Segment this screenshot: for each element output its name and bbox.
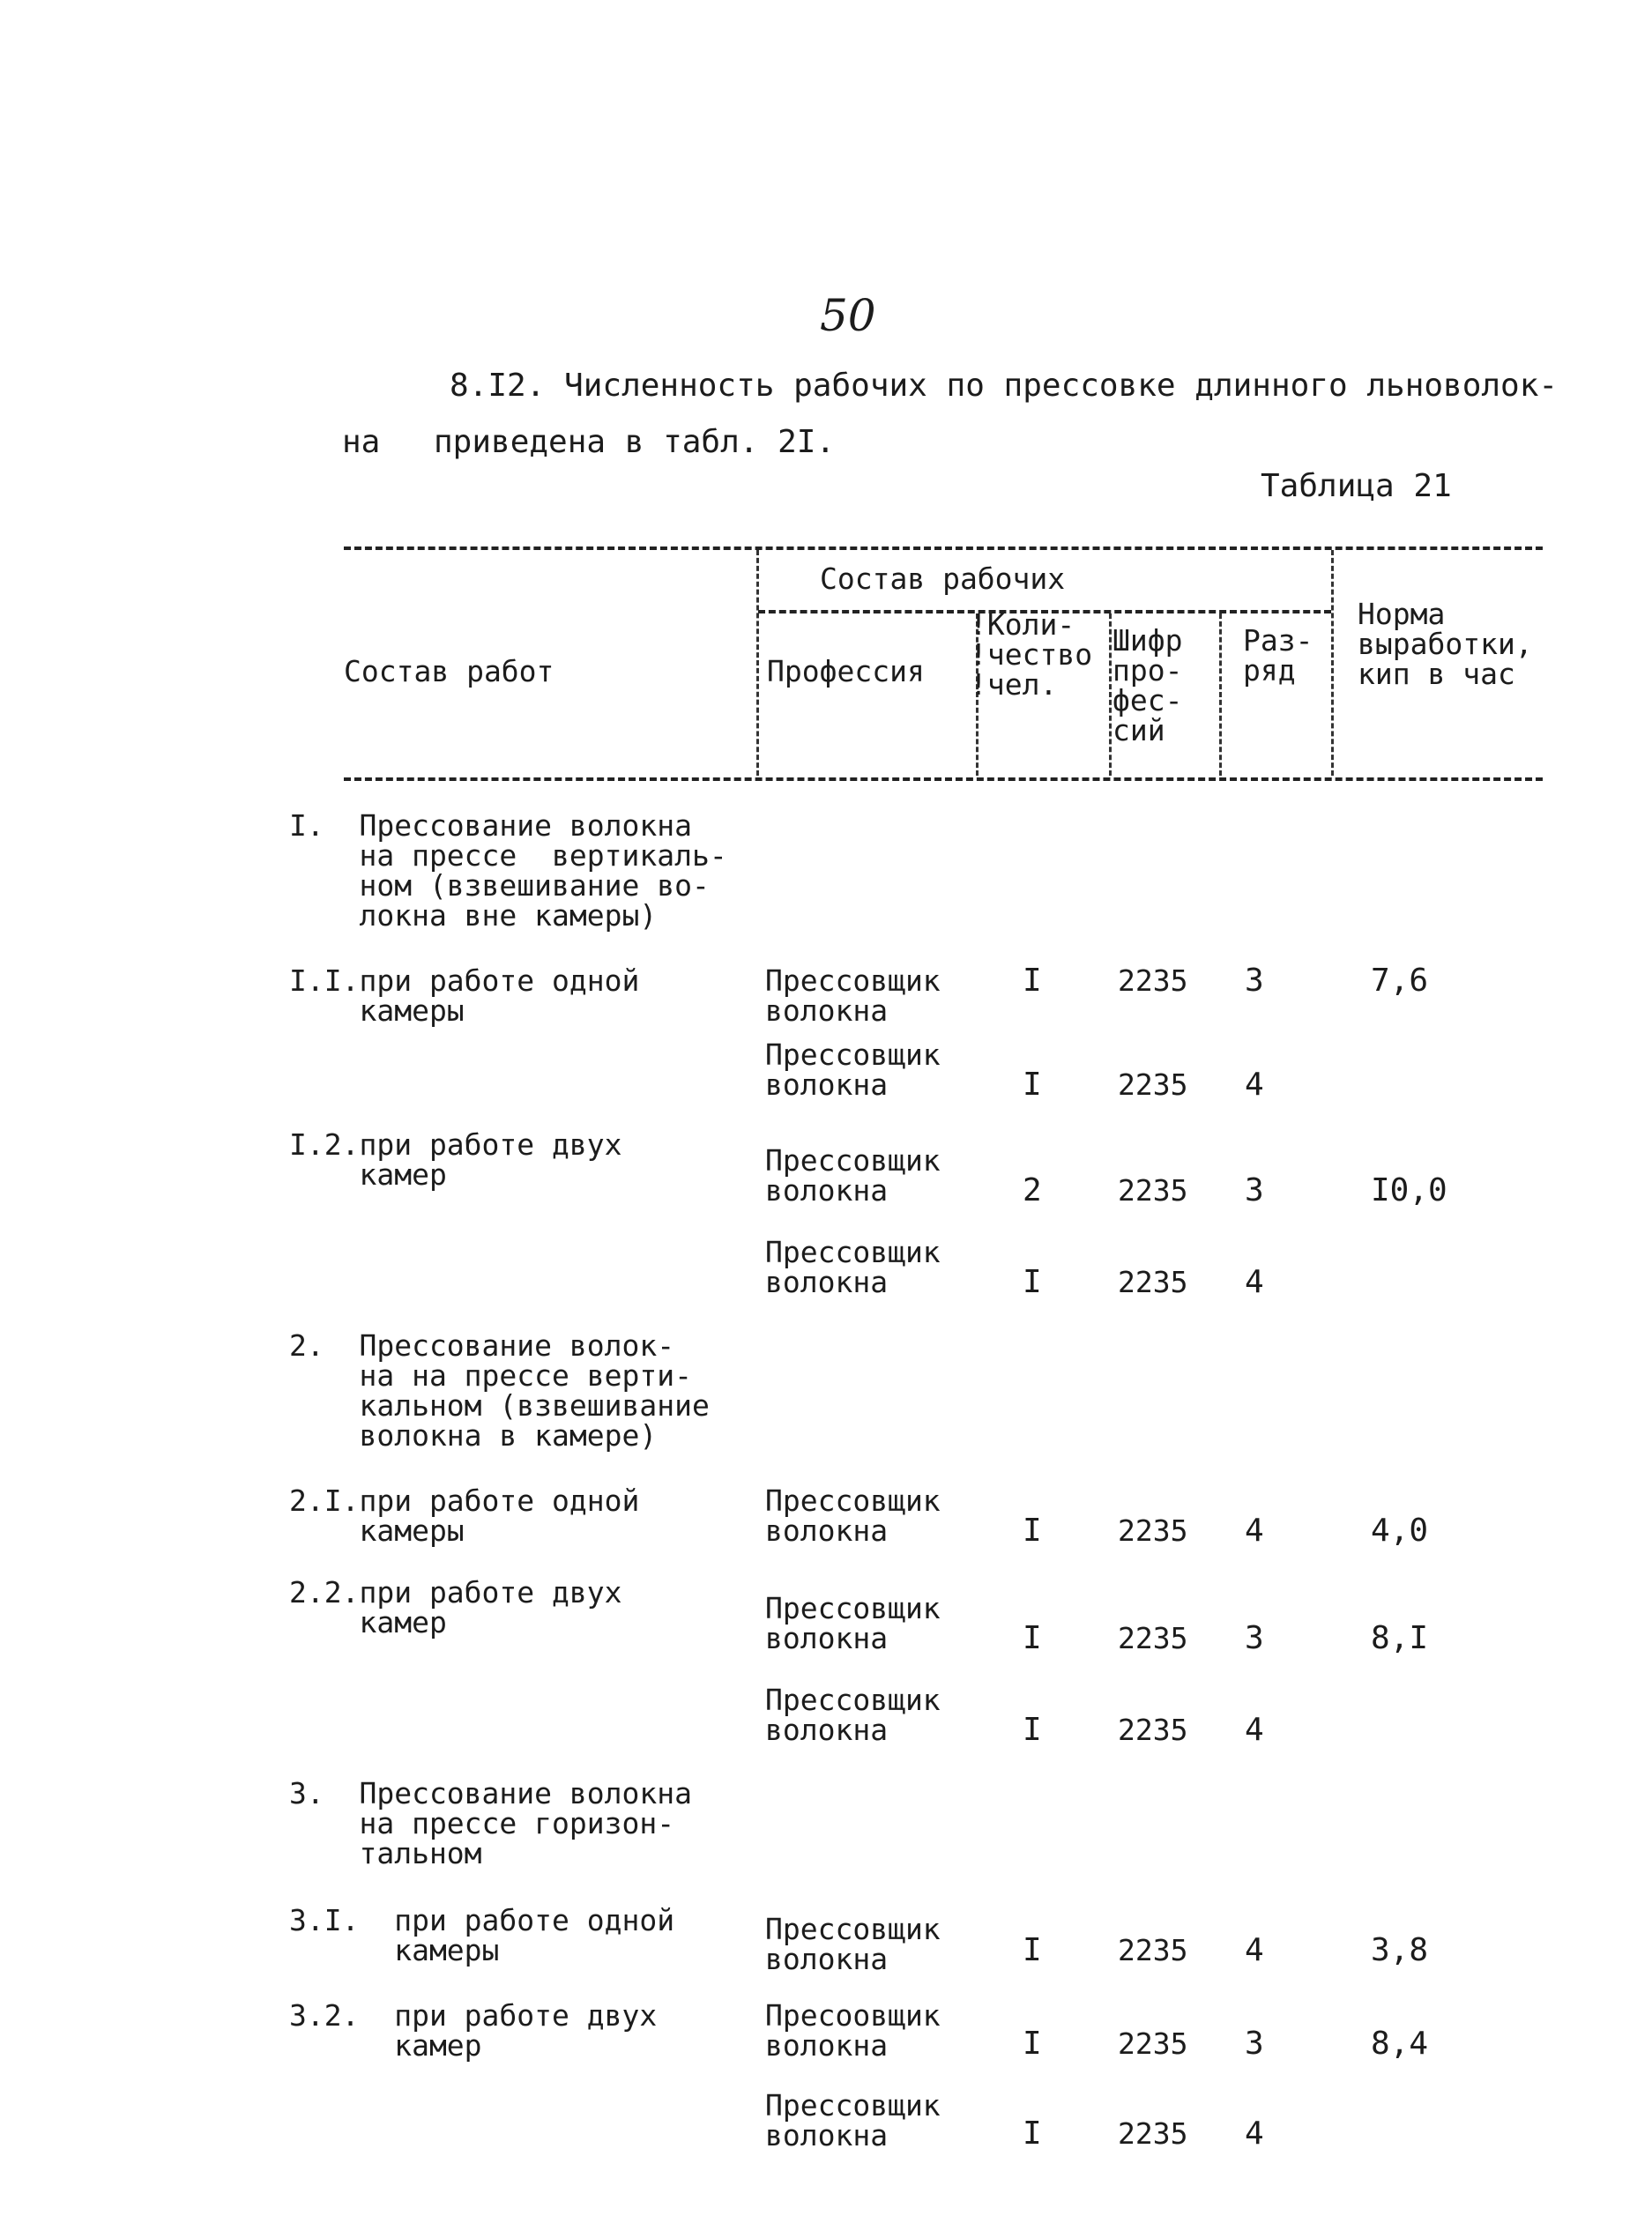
row-code: 2235 xyxy=(1118,1265,1188,1299)
row-subsection: 2.I.при работе одной камеры xyxy=(289,1483,640,1548)
row-code: 2235 xyxy=(1118,1713,1188,1747)
row-quantity: I xyxy=(1023,1264,1042,1300)
row-code: 2235 xyxy=(1118,2116,1188,2151)
row-profession: Прессовщик волокна xyxy=(765,2088,941,2152)
header-bottom-rule xyxy=(344,777,1543,781)
row-norm: 3,8 xyxy=(1371,1932,1429,1968)
row-quantity: I xyxy=(1023,1712,1042,1748)
row-profession: Пресоовщик волокна xyxy=(765,1998,941,2063)
header-workers-composition: Состав рабочих xyxy=(820,561,1066,596)
row-norm: 7,6 xyxy=(1371,963,1429,999)
row-profession: Прессовщик волокна xyxy=(765,1483,941,1548)
row-grade: 3 xyxy=(1245,1620,1264,1656)
row-profession: Прессовщик волокна xyxy=(765,1683,941,1747)
row-subsection: 3.2. при работе двух камер xyxy=(289,1998,658,2063)
row-profession: Прессовщик волокна xyxy=(765,1591,941,1655)
row-quantity: I xyxy=(1023,2026,1042,2062)
header-separator-5 xyxy=(1331,550,1334,776)
row-quantity: I xyxy=(1023,963,1042,999)
row-subsection: I.2.при работе двух камер xyxy=(289,1127,622,1192)
row-grade: 3 xyxy=(1245,1172,1264,1208)
row-grade: 4 xyxy=(1245,1067,1264,1103)
row-code: 2235 xyxy=(1118,2026,1188,2061)
row-grade: 3 xyxy=(1245,2026,1264,2062)
row-code: 2235 xyxy=(1118,1621,1188,1655)
section-heading: 3. Прессование волокна на прессе горизон- тальном xyxy=(289,1776,692,1870)
intro-line-2a: на xyxy=(342,424,381,460)
row-quantity: I xyxy=(1023,1932,1042,1968)
row-grade: 4 xyxy=(1245,1264,1264,1300)
row-norm: 8,I xyxy=(1371,1620,1429,1656)
row-code: 2235 xyxy=(1118,1173,1188,1208)
page-number: 50 xyxy=(820,290,876,341)
section-heading: I. Прессование волокна на прессе вертикаль- ном (взвешивание во- локна вне камеры) xyxy=(289,808,727,933)
header-separator-4 xyxy=(1219,613,1222,776)
row-profession: Прессовщик волокна xyxy=(765,1143,941,1208)
row-code: 2235 xyxy=(1118,963,1188,998)
row-grade: 4 xyxy=(1245,2115,1264,2152)
header-quantity: !Коли- !чество !чел. xyxy=(970,607,1093,702)
row-profession: Прессовщик волокна xyxy=(765,1235,941,1299)
row-grade: 3 xyxy=(1245,963,1264,999)
row-quantity: I xyxy=(1023,1067,1042,1103)
row-quantity: I xyxy=(1023,1513,1042,1549)
row-quantity: I xyxy=(1023,1620,1042,1656)
row-code: 2235 xyxy=(1118,1067,1188,1102)
header-separator-1 xyxy=(756,550,759,776)
row-grade: 4 xyxy=(1245,1513,1264,1549)
table-caption: Таблица 21 xyxy=(1261,468,1452,504)
row-profession: Прессовщик волокна xyxy=(765,963,941,1028)
header-code: Шифр про- фес- сий xyxy=(1112,623,1183,747)
row-quantity: 2 xyxy=(1023,1172,1042,1208)
row-profession: Прессовщик волокна xyxy=(765,1037,941,1102)
row-subsection: 3.I. при работе одной камеры xyxy=(289,1903,675,1967)
row-code: 2235 xyxy=(1118,1513,1188,1548)
row-code: 2235 xyxy=(1118,1933,1188,1967)
row-norm: 4,0 xyxy=(1371,1513,1429,1549)
row-profession: Прессовщик волокна xyxy=(765,1912,941,1976)
row-grade: 4 xyxy=(1245,1712,1264,1748)
header-work-composition: Состав работ xyxy=(344,654,554,688)
header-grade: Раз- ряд xyxy=(1243,623,1313,688)
intro-line-1: 8.I2. Численность рабочих по прессовке длинного льноволок- xyxy=(450,368,1559,404)
header-profession: Профессия xyxy=(767,654,925,688)
row-grade: 4 xyxy=(1245,1932,1264,1968)
row-quantity: I xyxy=(1023,2115,1042,2152)
row-subsection: I.I.при работе одной камеры xyxy=(289,963,640,1028)
header-norm: Норма выработки, кип в час xyxy=(1358,597,1533,691)
header-top-rule xyxy=(344,546,1543,550)
intro-line-2b: приведена в табл. 2I. xyxy=(434,424,836,460)
section-heading: 2. Прессование волок- на на прессе верти- кальном (взвешивание волокна в камере) xyxy=(289,1328,710,1453)
row-subsection: 2.2.при работе двух камер xyxy=(289,1575,622,1639)
header-separator-3 xyxy=(1109,613,1112,776)
row-norm: 8,4 xyxy=(1371,2026,1429,2062)
row-norm: I0,0 xyxy=(1371,1172,1447,1208)
